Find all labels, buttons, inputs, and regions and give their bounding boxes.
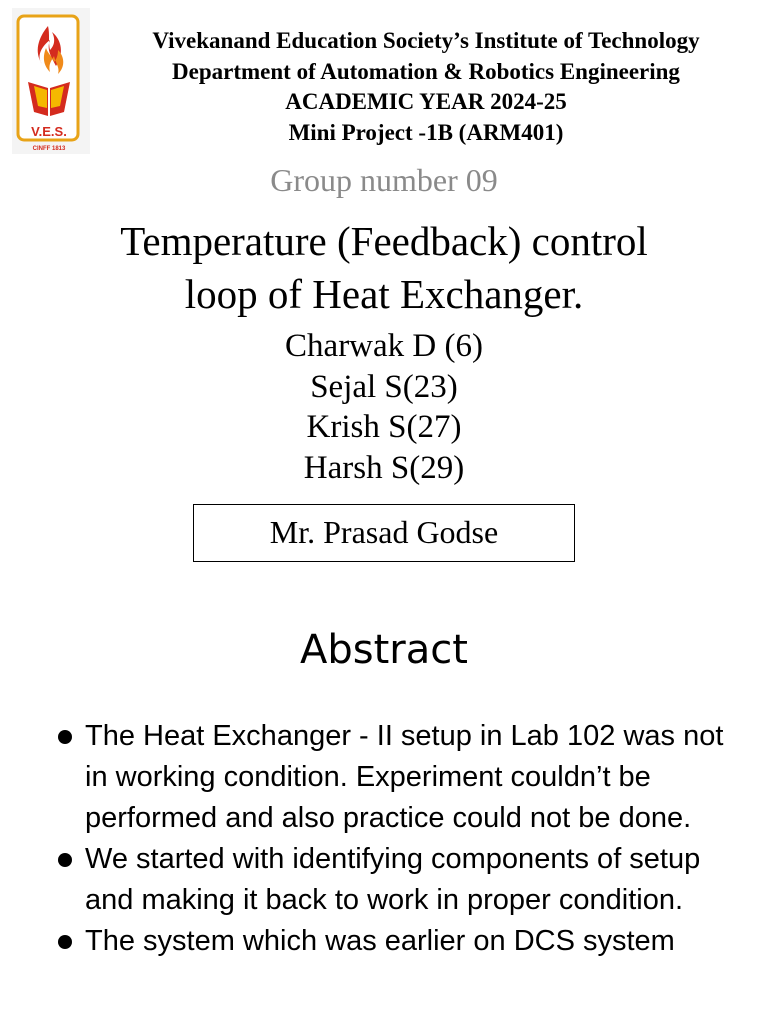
logo-since: CINFF 1813 bbox=[32, 146, 66, 152]
institute-header bbox=[96, 26, 756, 148]
bullet-dot-icon bbox=[58, 853, 72, 867]
abstract-bullet-text: The Heat Exchanger - II setup in Lab 102 was not in working condition. Experiment couldn’t be performed and also practice could not be done. bbox=[85, 720, 724, 834]
academic-year: ACADEMIC YEAR 2024-25 bbox=[285, 89, 567, 114]
group-number: Group number 09 bbox=[270, 162, 498, 198]
ves-logo bbox=[12, 8, 90, 154]
bullet-dot-icon bbox=[58, 935, 72, 949]
abstract-bullet bbox=[85, 921, 735, 962]
member-list bbox=[0, 326, 768, 489]
course-name: Mini Project -1B (ARM401) bbox=[288, 119, 564, 145]
ves-logo-graphic bbox=[12, 8, 90, 154]
logo-label: V.E.S. bbox=[31, 124, 67, 139]
project-title-line1: Temperature (Feedback) control bbox=[120, 218, 648, 264]
abstract-heading: Abstract bbox=[300, 627, 468, 673]
bullet-dot-icon bbox=[58, 730, 72, 744]
department-name: Department of Automation & Robotics Engineering bbox=[172, 58, 680, 84]
guide-name-box: Mr. Prasad Godse bbox=[193, 504, 575, 562]
institute-name: Vivekanand Education Society’s Institute of Technology bbox=[152, 28, 700, 53]
project-title-line2: loop of Heat Exchanger. bbox=[184, 271, 584, 317]
member-name: Krish S(27) bbox=[306, 409, 462, 446]
abstract-bullet-list bbox=[0, 716, 768, 962]
member-name: Sejal S(23) bbox=[310, 368, 458, 405]
member-name: Charwak D (6) bbox=[285, 328, 483, 364]
abstract-bullet bbox=[85, 716, 735, 839]
abstract-bullet-text: The system which was earlier on DCS system bbox=[85, 925, 675, 957]
member-name: Harsh S(29) bbox=[303, 450, 465, 487]
abstract-bullet-text: We started with identifying components of setup and making it back to work in proper condition. bbox=[85, 843, 701, 916]
abstract-bullet bbox=[85, 839, 735, 921]
project-title bbox=[0, 215, 768, 321]
